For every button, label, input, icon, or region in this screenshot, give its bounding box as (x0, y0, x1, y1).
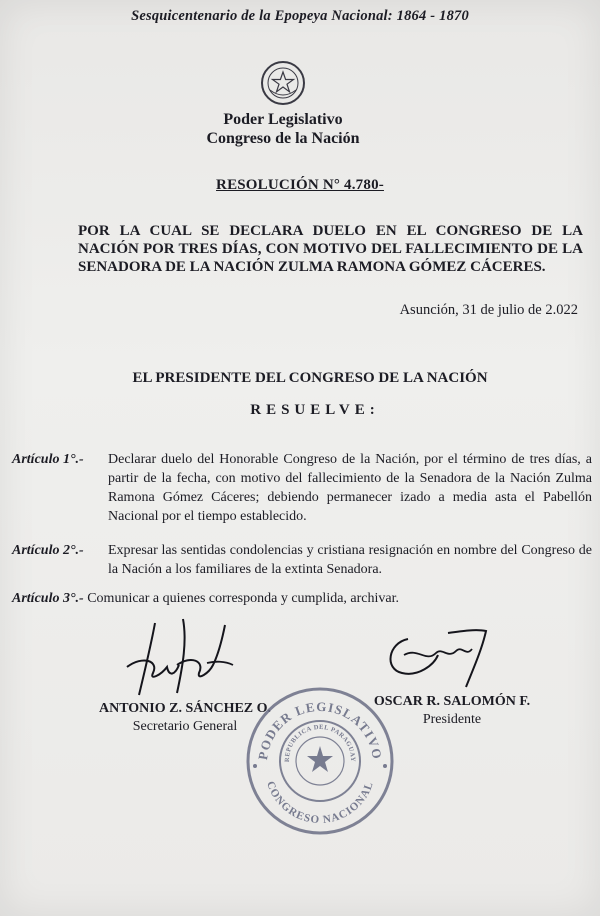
signer-name: OSCAR R. SALOMÓN F. (373, 694, 531, 709)
article-text: Comunicar a quienes corresponda y cumplida, archivar. (87, 591, 399, 606)
congress-official-stamp (245, 686, 395, 836)
coat-of-arms-seal-icon (260, 60, 306, 106)
institution-line-1: Poder Legislativo (223, 111, 343, 128)
resolution-number: RESOLUCIÓN N° 4.780- (216, 177, 384, 193)
svg-text:PODER LEGISLATIVO: PODER LEGISLATIVO (255, 698, 385, 761)
article-3 (12, 589, 600, 608)
article-label: Artículo 2°.- (12, 543, 84, 558)
svg-text:REPUBLICA DEL PARAGUAY: REPUBLICA DEL PARAGUAY (283, 723, 357, 763)
article-2 (12, 541, 600, 579)
svg-text:CONGRESO NACIONAL: CONGRESO NACIONAL (264, 779, 376, 827)
place-and-date: Asunción, 31 de julio de 2.022 (399, 302, 578, 318)
signer-title: Secretario General (132, 719, 238, 734)
article-label: Artículo 1°.- (12, 452, 84, 467)
resolves-heading: RESUELVE: (250, 402, 380, 418)
president-heading: EL PRESIDENTE DEL CONGRESO DE LA NACIÓN (132, 370, 488, 386)
institution-line-2: Congreso de la Nación (206, 130, 360, 147)
commemorative-motto: Sesquicentenario de la Epopeya Nacional: 1864 - 1870 (131, 8, 469, 24)
article-text: Declarar duelo del Honorable Congreso de la Nación, por el término de tres días, a partir de la fecha, con motivo del fallecimiento de la Senadora de la Nación Zulma Ramona Gómez Cáceres; debiendo permanecer izado a media asta el Pabellón Nacional por el tiempo establecido. (108, 452, 592, 524)
article-label: Artículo 3°.- (12, 591, 84, 606)
institution-heading (0, 110, 566, 148)
signer-title: Presidente (422, 712, 482, 727)
signer-name: ANTONIO Z. SÁNCHEZ O. (98, 701, 272, 716)
secretary-signature (125, 615, 235, 705)
article-text: Expresar las sentidas condolencias y cristiana resignación en nombre del Congreso de la Nación a los familiares de la extinta Senadora. (108, 543, 592, 577)
article-1 (12, 450, 600, 526)
president-signature (378, 625, 493, 690)
resolution-subject: POR LA CUAL SE DECLARA DUELO EN EL CONGRESO DE LA NACIÓN POR TRES DÍAS, CON MOTIVO DEL FALLECIMIENTO DE LA SENADORA DE LA NACIÓN ZULMA RAMONA GÓMEZ CÁCERES. (78, 223, 583, 275)
